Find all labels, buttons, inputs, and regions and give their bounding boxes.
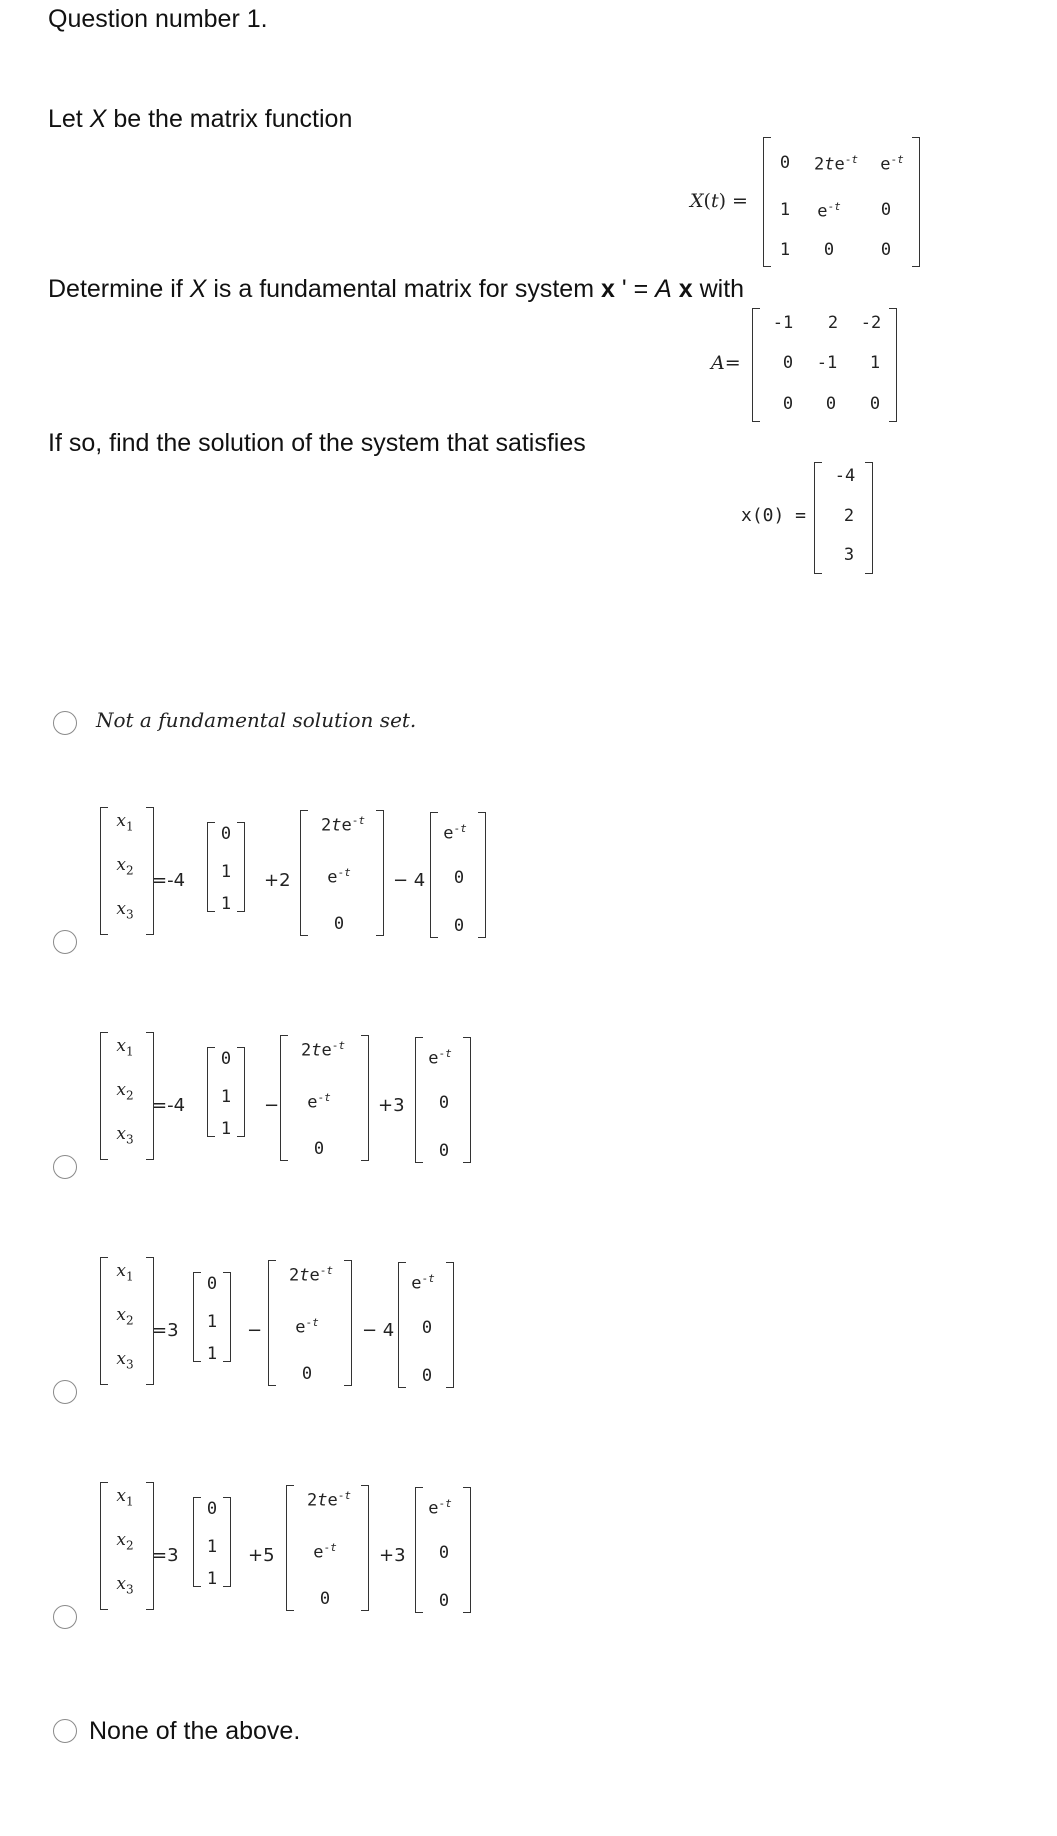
column-vector-2-entry: $2te^{-t}$	[301, 1039, 345, 1061]
a-matrix-cell: -2	[860, 313, 882, 333]
column-vector-3	[415, 1037, 471, 1163]
column-vector-2-entry: $e^{-t}$	[327, 866, 351, 888]
column-vector-2-entry: 0	[301, 1364, 313, 1384]
column-vector-1	[207, 1047, 245, 1137]
a-matrix-cell: 0	[869, 394, 881, 414]
x-vector	[100, 807, 154, 935]
column-vector-3	[430, 812, 486, 938]
column-vector-3-entry: 0	[438, 1093, 450, 1113]
column-vector-2-entry: $2te^{-t}$	[289, 1264, 333, 1286]
x-matrix-cell: 0	[880, 240, 892, 260]
a-matrix-cell: 1	[869, 353, 881, 373]
x-vector-entry: $x_1$	[116, 1486, 134, 1509]
column-vector-2	[300, 810, 384, 936]
x-vector-entry: $x_3$	[116, 1574, 134, 1597]
operator-3: − 4	[362, 1320, 395, 1341]
option-radio-2[interactable]	[53, 930, 77, 954]
column-vector-1-entry: 0	[206, 1499, 218, 1519]
column-vector-1-entry: 0	[220, 824, 232, 844]
column-vector-3-entry: 0	[453, 868, 465, 888]
column-vector-3	[398, 1262, 454, 1388]
x-vector	[100, 1032, 154, 1160]
option-radio-6[interactable]	[53, 1719, 77, 1743]
x0-vector	[814, 462, 873, 574]
column-vector-2-entry: $e^{-t}$	[313, 1541, 337, 1563]
column-vector-1-entry: 1	[206, 1312, 218, 1332]
a-matrix-cell: -1	[816, 353, 838, 373]
operator-3: − 4	[393, 870, 426, 891]
x-vector-entry: $x_1$	[116, 811, 134, 834]
option-1-label: Not a fundamental solution set.	[96, 708, 417, 732]
x-matrix-cell: 0	[880, 200, 892, 220]
operator-2: +5	[248, 1545, 275, 1566]
option-radio-4[interactable]	[53, 1380, 77, 1404]
column-vector-1	[207, 822, 245, 912]
x-matrix-cell: 1	[779, 200, 791, 220]
question-determine: Determine if X is a fundamental matrix for system x ' = A x with	[48, 275, 745, 303]
column-vector-2-entry: $2te^{-t}$	[321, 814, 365, 836]
column-vector-2	[280, 1035, 369, 1161]
x-matrix-cell: 0	[823, 240, 835, 260]
x-vector-entry: $x_2$	[116, 855, 134, 878]
x-vector-entry: $x_2$	[116, 1530, 134, 1553]
option-radio-3[interactable]	[53, 1155, 77, 1179]
x-matrix-cell: 1	[779, 240, 791, 260]
a-matrix-cell: 2	[827, 313, 839, 333]
x-matrix-cell: $e^{-t}$	[817, 200, 841, 222]
x-vector-entry: $x_1$	[116, 1036, 134, 1059]
coefficient-1: =3	[152, 1320, 179, 1341]
x-matrix-cell: $2te^{-t}$	[814, 153, 858, 175]
x-vector	[100, 1257, 154, 1385]
column-vector-1-entry: 1	[220, 862, 232, 882]
question-intro: Let X be the matrix function	[48, 105, 353, 133]
coefficient-1: =-4	[152, 870, 186, 891]
column-vector-3-entry: 0	[453, 916, 465, 936]
question-title: Question number 1.	[48, 5, 268, 33]
x0-cell: 3	[843, 545, 855, 565]
column-vector-1-entry: 1	[206, 1344, 218, 1364]
column-vector-1-entry: 1	[220, 1087, 232, 1107]
x-vector-entry: $x_3$	[116, 1349, 134, 1372]
a-matrix-cell: 0	[782, 394, 794, 414]
coefficient-1: =-4	[152, 1095, 186, 1116]
column-vector-2-entry: $e^{-t}$	[307, 1091, 331, 1113]
a-matrix-label: A=	[711, 352, 741, 374]
question-find: If so, find the solution of the system that satisfies	[48, 429, 586, 457]
x-vector	[100, 1482, 154, 1610]
column-vector-1	[193, 1272, 231, 1362]
x-vector-entry: $x_3$	[116, 1124, 134, 1147]
column-vector-3-entry: $e^{-t}$	[443, 822, 467, 844]
x0-cell: -4	[834, 466, 856, 486]
x0-cell: 2	[843, 506, 855, 526]
x0-label: x(0) =	[741, 505, 807, 526]
x-vector-entry: $x_3$	[116, 899, 134, 922]
column-vector-2-entry: 0	[333, 914, 345, 934]
column-vector-2-entry: 0	[313, 1139, 325, 1159]
operator-2: +2	[264, 870, 291, 891]
column-vector-2-entry: $2te^{-t}$	[307, 1489, 351, 1511]
option-6-label: None of the above.	[89, 1717, 301, 1745]
column-vector-1-entry: 0	[220, 1049, 232, 1069]
x-vector-entry: $x_1$	[116, 1261, 134, 1284]
coefficient-1: =3	[152, 1545, 179, 1566]
operator-2: −	[264, 1095, 280, 1116]
column-vector-1-entry: 0	[206, 1274, 218, 1294]
column-vector-3-entry: 0	[438, 1543, 450, 1563]
option-radio-5[interactable]	[53, 1605, 77, 1629]
x-vector-entry: $x_2$	[116, 1080, 134, 1103]
option-radio-1[interactable]	[53, 711, 77, 735]
column-vector-3-entry: $e^{-t}$	[428, 1047, 452, 1069]
operator-3: +3	[378, 1095, 405, 1116]
column-vector-1-entry: 1	[220, 894, 232, 914]
column-vector-3-entry: 0	[421, 1366, 433, 1386]
operator-3: +3	[379, 1545, 406, 1566]
column-vector-1-entry: 1	[220, 1119, 232, 1139]
column-vector-3-entry: 0	[438, 1141, 450, 1161]
operator-2: −	[247, 1320, 263, 1341]
column-vector-3	[415, 1487, 471, 1613]
column-vector-2-entry: 0	[319, 1589, 331, 1609]
column-vector-3-entry: $e^{-t}$	[411, 1272, 435, 1294]
x-matrix-label: X(t) =	[690, 190, 748, 212]
column-vector-3-entry: $e^{-t}$	[428, 1497, 452, 1519]
a-matrix	[752, 308, 897, 422]
a-matrix-cell: -1	[772, 313, 794, 333]
column-vector-1-entry: 1	[206, 1537, 218, 1557]
column-vector-1	[193, 1497, 231, 1587]
a-matrix-cell: 0	[825, 394, 837, 414]
column-vector-2	[286, 1485, 369, 1611]
x-vector-entry: $x_2$	[116, 1305, 134, 1328]
x-matrix-cell: 0	[779, 153, 791, 173]
column-vector-2	[268, 1260, 352, 1386]
x-matrix	[763, 137, 920, 267]
a-matrix-cell: 0	[782, 353, 794, 373]
column-vector-1-entry: 1	[206, 1569, 218, 1589]
column-vector-3-entry: 0	[421, 1318, 433, 1338]
column-vector-3-entry: 0	[438, 1591, 450, 1611]
x-matrix-cell: $e^{-t}$	[880, 153, 904, 175]
column-vector-2-entry: $e^{-t}$	[295, 1316, 319, 1338]
